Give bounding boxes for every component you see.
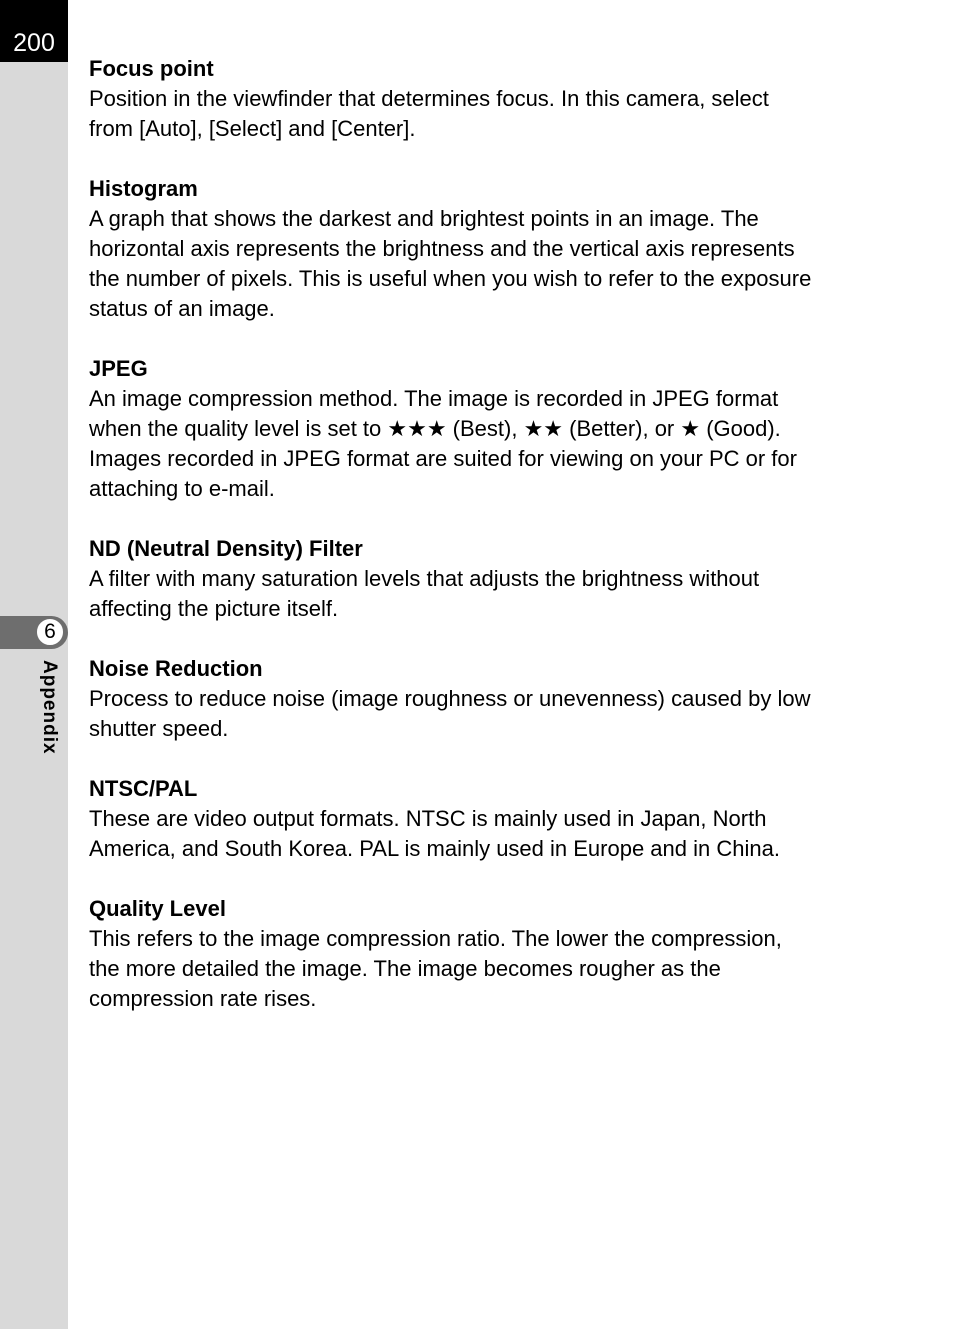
- glossary-content: [89, 54, 879, 1044]
- glossary-term: Noise Reduction: [89, 656, 263, 681]
- page-number: 200: [0, 0, 68, 62]
- glossary-term: Focus point: [89, 56, 214, 81]
- glossary-entry-histogram: [89, 174, 879, 324]
- glossary-entry-noise-reduction: [89, 654, 879, 744]
- glossary-entry-ntsc-pal: [89, 774, 879, 864]
- glossary-definition: Position in the viewfinder that determines focus. In this camera, select from [Auto], [Select] and [Center].: [89, 86, 769, 141]
- glossary-entry-nd-filter: [89, 534, 879, 624]
- glossary-entry-jpeg: [89, 354, 879, 504]
- glossary-definition: These are video output formats. NTSC is mainly used in Japan, North America, and South Korea. PAL is mainly used in Europe and in China.: [89, 806, 780, 861]
- glossary-definition: An image compression method. The image is recorded in JPEG format when the quality level is set to ★★★ (Best), ★★ (Better), or ★ (Good). Images recorded in JPEG format are suited for viewing on your PC or for attaching to e-mail.: [89, 386, 797, 501]
- chapter-number-badge: 6: [35, 617, 65, 647]
- glossary-definition: A graph that shows the darkest and brightest points in an image. The horizontal axis represents the brightness and the vertical axis represents the number of pixels. This is useful when you wish to refer to the exposure status of an image.: [89, 206, 812, 321]
- glossary-definition: This refers to the image compression ratio. The lower the compression, the more detailed the image. The image becomes rougher as the compression rate rises.: [89, 926, 782, 1011]
- glossary-definition: A filter with many saturation levels that adjusts the brightness without affecting the picture itself.: [89, 566, 760, 621]
- glossary-term: JPEG: [89, 356, 148, 381]
- glossary-term: ND (Neutral Density) Filter: [89, 536, 363, 561]
- glossary-term: Quality Level: [89, 896, 226, 921]
- glossary-definition: Process to reduce noise (image roughness or unevenness) caused by low shutter speed.: [89, 686, 811, 741]
- glossary-entry-quality-level: [89, 894, 879, 1014]
- glossary-term: Histogram: [89, 176, 198, 201]
- glossary-term: NTSC/PAL: [89, 776, 198, 801]
- chapter-label: Appendix: [39, 660, 60, 755]
- glossary-entry-focus-point: [89, 54, 879, 144]
